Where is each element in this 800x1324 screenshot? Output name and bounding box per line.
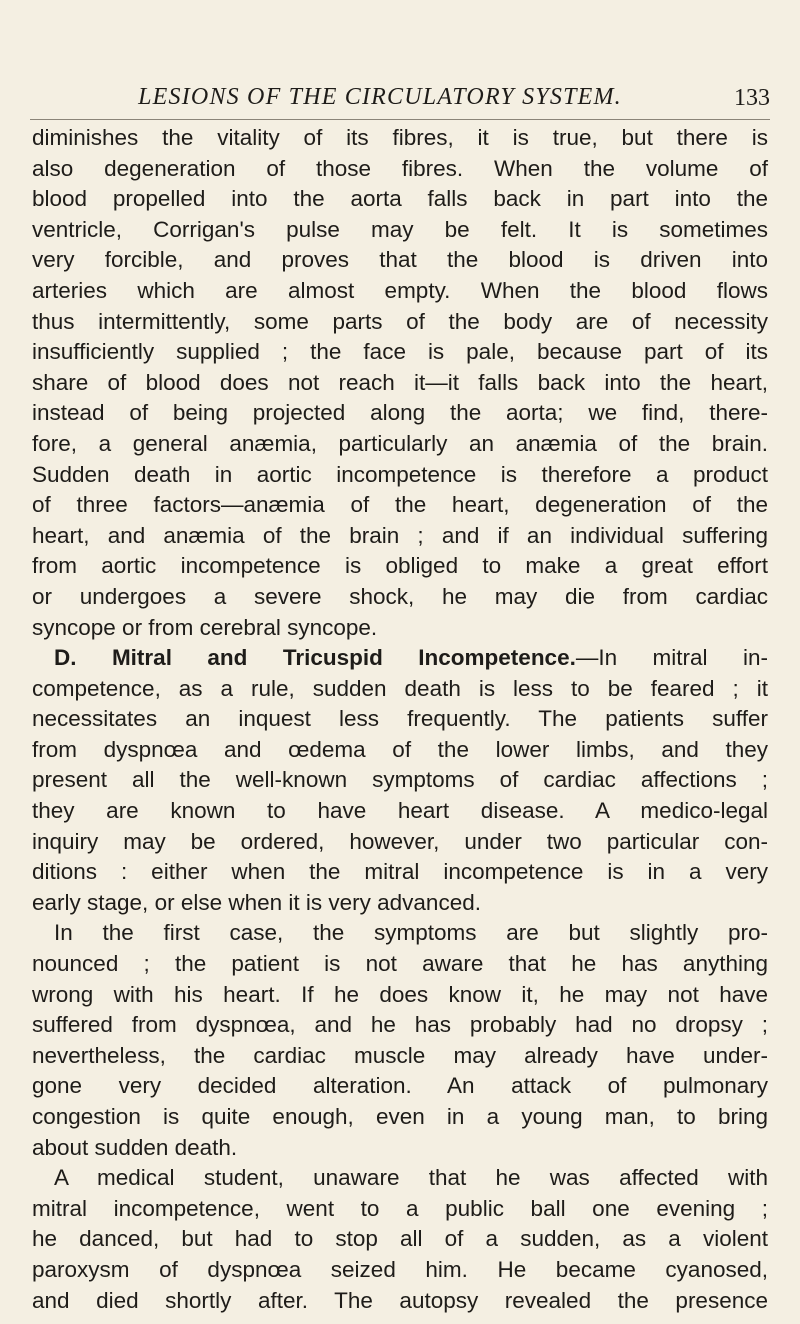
text-line: Sudden death in aortic incompetence is therefore a product	[32, 461, 768, 487]
text-line: of three factors—anæmia of the heart, degeneration of the	[32, 492, 768, 518]
text-line: nevertheless, the cardiac muscle may already have under-	[32, 1042, 768, 1068]
text-line: or undergoes a severe shock, he may die from cardiac	[32, 583, 768, 609]
text-line: blood propelled into the aorta falls back in part into the	[32, 186, 768, 212]
text-line: nounced ; the patient is not aware that he has anything	[32, 951, 768, 977]
running-head	[30, 84, 770, 120]
text-line: instead of being projected along the aorta; we find, there-	[32, 400, 768, 426]
text-line: very forcible, and proves that the blood is driven into	[32, 247, 768, 273]
text-line: ditions : either when the mitral incompetence is in a very	[32, 859, 768, 885]
text-line: ventricle, Corrigan's pulse may be felt. It is sometimes	[32, 216, 768, 242]
text-line: necessitates an inquest less frequently. The patients suffer	[32, 706, 768, 732]
text-line: insufficiently supplied ; the face is pale, because part of its	[32, 339, 768, 365]
text-line: early stage, or else when it is very advanced.	[32, 889, 481, 915]
section-first-line-text: —In mitral in-	[575, 645, 768, 671]
text-line: also degeneration of those fibres. When the volume of	[32, 155, 768, 181]
text-line: inquiry may be ordered, however, under two particular con-	[32, 828, 768, 854]
text-line: competence, as a rule, sudden death is less to be feared ; it	[32, 675, 768, 701]
text-line: from aortic incompetence is obliged to make a great effort	[32, 553, 768, 579]
page-number: 133	[734, 85, 770, 111]
text-line: mitral incompetence, went to a public ball one evening ;	[32, 1195, 768, 1221]
header-rule	[30, 119, 770, 120]
text-line: wrong with his heart. If he does know it, he may not have	[32, 981, 768, 1007]
text-line: congestion is quite enough, even in a young man, to bring	[32, 1104, 768, 1129]
body-text	[32, 123, 768, 1316]
text-line: share of blood does not reach it—it falls back into the heart,	[32, 369, 768, 395]
text-line: arteries which are almost empty. When the blood flows	[32, 277, 768, 303]
section-heading: D. Mitral and Tricuspid Incompetence.	[54, 645, 576, 671]
text-line: present all the well-known symptoms of cardiac affections ;	[32, 767, 768, 793]
section-first-line	[32, 643, 768, 674]
text-line: and died shortly after. The autopsy revealed the presence	[32, 1287, 768, 1313]
text-line: syncope or from cerebral syncope.	[32, 614, 378, 640]
running-title: LESIONS OF THE CIRCULATORY SYSTEM.	[138, 84, 622, 110]
text-line: from dyspnœa and œdema of the lower limbs, and they	[32, 736, 768, 762]
text-line: diminishes the vitality of its fibres, it is true, but there is	[32, 125, 768, 150]
text-line: A medical student, unaware that he was affected with	[54, 1165, 768, 1191]
text-line: suffered from dyspnœa, and he has probably had no dropsy ;	[32, 1012, 768, 1038]
text-line: In the first case, the symptoms are but slightly pro-	[54, 920, 768, 946]
text-line: gone very decided alteration. An attack of pulmonary	[32, 1073, 768, 1099]
text-line: thus intermittently, some parts of the body are of necessity	[32, 308, 768, 334]
text-line: paroxysm of dyspnœa seized him. He became cyanosed,	[32, 1256, 768, 1282]
text-line: he danced, but had to stop all of a sudden, as a violent	[32, 1226, 768, 1252]
text-line: about sudden death.	[32, 1134, 238, 1160]
text-line: they are known to have heart disease. A medico-legal	[32, 798, 768, 824]
text-line: heart, and anæmia of the brain ; and if an individual suffering	[32, 522, 768, 548]
text-line: fore, a general anæmia, particularly an anæmia of the brain.	[32, 430, 768, 456]
